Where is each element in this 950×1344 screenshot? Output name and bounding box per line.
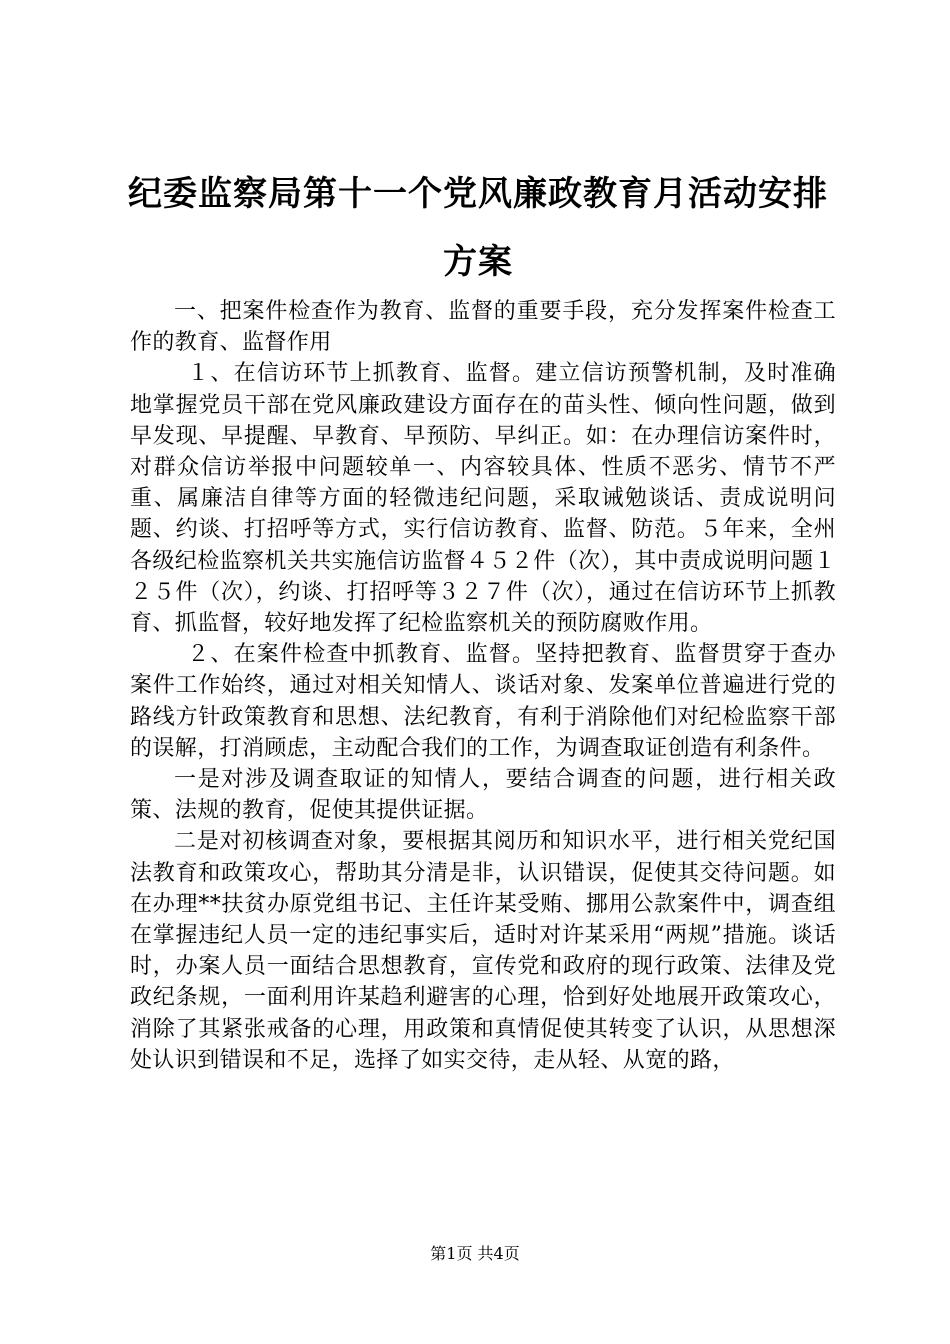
paragraph-point-one: 一是对涉及调查取证的知情人，要结合调查的问题，进行相关政策、法规的教育，促使其提供证据。	[130, 767, 836, 824]
document-body	[130, 296, 836, 1076]
paragraph-item-1: １、在信访环节上抓教育、监督。建立信访预警机制，及时准确地掌握党员干部在党风廉政建设方面存在的苗头性、倾向性问题，做到早发现、早提醒、早教育、早预防、早纠正。如：在办理信访案件时，对群众信访举报中问题较单一、内容较具体、性质不恶劣、情节不严重、属廉洁自律等方面的轻微违纪问题，采取诫勉谈话、责成说明问题、约谈、打招呼等方式，实行信访教育、监督、防范。５年来，全州各级纪检监察机关共实施信访监督４５２件（次），其中责成说明问题１２５件（次），约谈、打招呼等３２７件（次），通过在信访环节上抓教育、抓监督，较好地发挥了纪检监察机关的预防腐败作用。	[130, 361, 836, 637]
paragraph-section-one: 一、把案件检查作为教育、监督的重要手段，充分发挥案件检查工作的教育、监督作用	[130, 299, 836, 356]
paragraph-point-two: 二是对初核调查对象，要根据其阅历和知识水平，进行相关党纪国法教育和政策攻心，帮助其分清是非，认识错误，促使其交待问题。如在办理**扶贫办原党组书记、主任许某受贿、挪用公款案件中，调查组在掌握违纪人员一定的违纪事实后，适时对许某采用“两规”措施。谈话时，办案人员一面结合思想教育，宣传党和政府的现行政策、法律及党政纪条规，一面利用许某趋利避害的心理，恰到好处地展开政策攻心，消除了其紧张戒备的心理，用政策和真情促使其转变了认识，从思想深处认识到错误和不足，选择了如实交待，走从轻、从宽的路，	[130, 829, 836, 1073]
page-footer: 第1页 共4页	[430, 1244, 520, 1263]
document-title: 纪委监察局第十一个党风廉政教育月活动安排方案	[128, 174, 828, 282]
paragraph-item-2: ２、在案件检查中抓教育、监督。坚持把教育、监督贯穿于查办案件工作始终，通过对相关知情人、谈话对象、发案单位普遍进行党的路线方针政策教育和思想、法纪教育，有利于消除他们对纪检监察干部的误解，打消顾虑，主动配合我们的工作，为调查取证创造有利条件。	[130, 642, 836, 761]
